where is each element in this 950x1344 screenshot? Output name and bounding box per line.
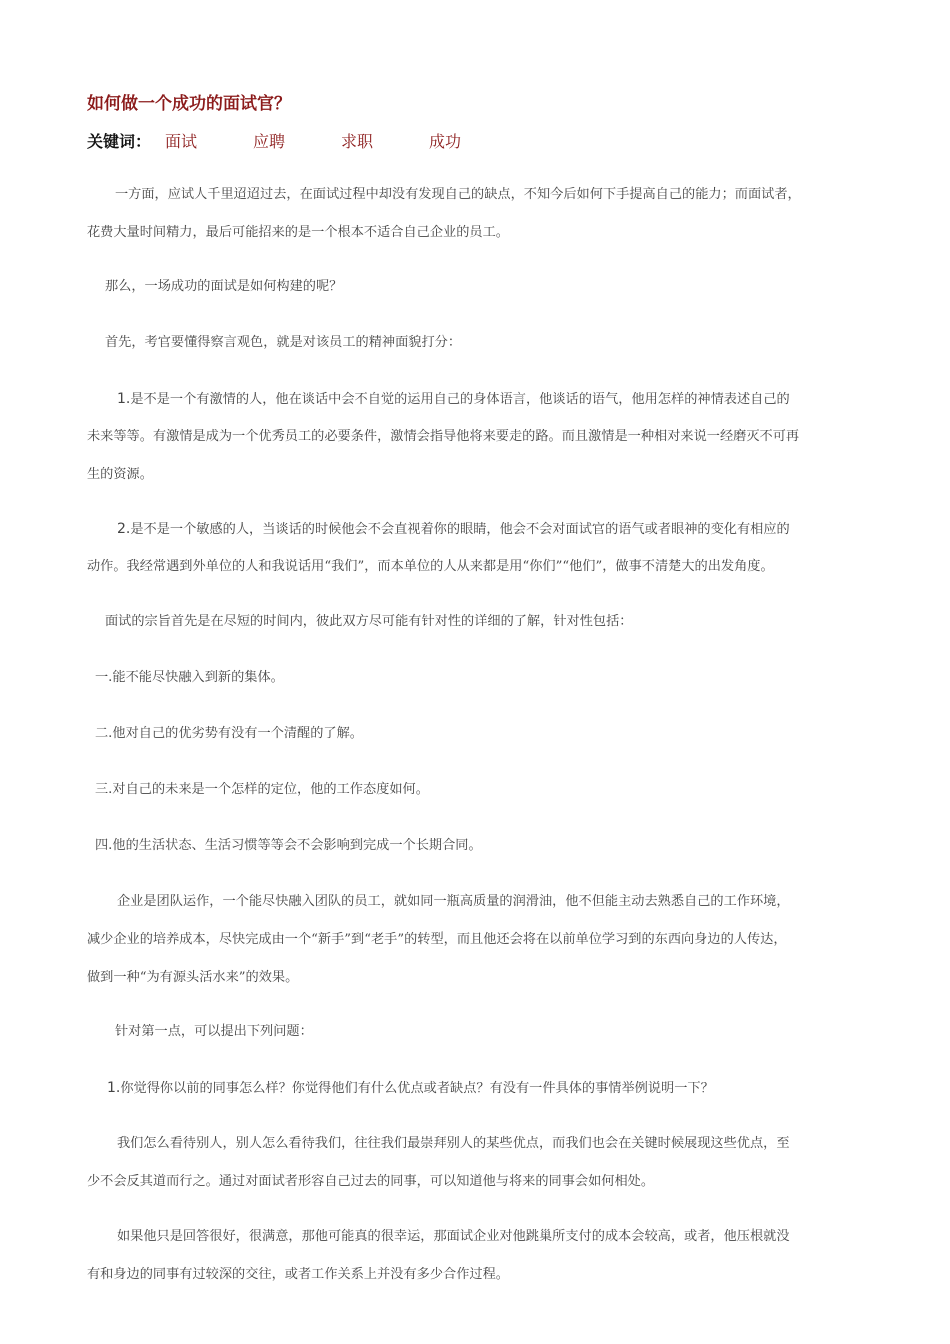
item-text: 是不是一个敏感的人，当谈话的时候他会不会直视着你的眼睛，他会不会对面试官的语气或者眼神的变化有相应的 <box>130 522 790 537</box>
keywords-line <box>87 129 517 152</box>
item-text: 你觉得你以前的同事怎么样？你觉得他们有什么优点或者缺点？有没有一件具体的事情举例说明一下？ <box>120 1081 714 1096</box>
paragraph-line: 面试的宗旨首先是在尽短的时间内，彼此双方尽可能有针对性的详细的了解，针对性包括： <box>105 614 633 629</box>
list-item <box>107 1069 714 1108</box>
paragraph-line: 做到一种“为有源头活水来”的效果。 <box>87 970 299 985</box>
paragraph-line: 首先，考官要懂得察言观色，就是对该员工的精神面貌打分： <box>105 335 462 350</box>
paragraph-line: 有和身边的同事有过较深的交往，或者工作关系上并没有多少合作过程。 <box>87 1267 509 1282</box>
paragraph-line: 我们怎么看待别人，别人怎么看待我们，往往我们最崇拜别人的某些优点，而我们也会在关键时候展现这些优点，至 <box>117 1136 790 1151</box>
item-number: 1. <box>117 391 131 407</box>
list-item <box>117 380 790 419</box>
paragraph-line: 针对第一点，可以提出下列问题： <box>115 1024 313 1039</box>
list-item: 四.他的生活状态、生活习惯等等会不会影响到完成一个长期合同。 <box>95 838 482 853</box>
list-item: 二.他对自己的优劣势有没有一个清醒的了解。 <box>95 726 363 741</box>
item-number: 1. <box>107 1080 121 1096</box>
keyword-link[interactable]: 面试 <box>165 132 198 151</box>
paragraph-line: 一方面，应试人千里迢迢过去，在面试过程中却没有发现自己的缺点，不知今后如何下手提高自己的能力；而面试者， <box>115 187 801 202</box>
keywords-label: 关键词： <box>87 132 152 151</box>
paragraph-line: 那么，一场成功的面试是如何构建的呢？ <box>105 279 343 294</box>
paragraph-line: 减少企业的培养成本，尽快完成由一个“新手”到“老手”的转型，而且他还会将在以前单位学习到的东西向身边的人传达， <box>87 932 787 947</box>
paragraph-line: 生的资源。 <box>87 467 153 482</box>
paragraph-line: 花费大量时间精力，最后可能招来的是一个根本不适合自己企业的员工。 <box>87 225 509 240</box>
keyword-link[interactable]: 应聘 <box>253 132 286 151</box>
list-item <box>117 510 790 549</box>
item-number: 2. <box>117 521 131 537</box>
paragraph-line: 未来等等。有激情是成为一个优秀员工的必要条件，激情会指导他将来要走的路。而且激情是一种相对来说一经磨灭不可再 <box>87 429 800 444</box>
paragraph-line: 如果他只是回答很好，很满意，那他可能真的很幸运，那面试企业对他跳巢所支付的成本会较高，或者，他压根就没 <box>117 1229 790 1244</box>
list-item: 一.能不能尽快融入到新的集体。 <box>95 670 284 685</box>
item-text: 是不是一个有激情的人，他在谈话中会不自觉的运用自己的身体语言，他谈话的语气，他用怎样的神情表述自己的 <box>130 392 790 407</box>
keyword-link[interactable]: 求职 <box>341 132 374 151</box>
page-title: 如何做一个成功的面试官？ <box>87 94 291 114</box>
paragraph-line: 企业是团队运作，一个能尽快融入团队的员工，就如同一瓶高质量的润滑油，他不但能主动去熟悉自己的工作环境， <box>117 894 790 909</box>
keyword-link[interactable]: 成功 <box>429 132 462 151</box>
paragraph-line: 少不会反其道而行之。通过对面试者形容自己过去的同事，可以知道他与将来的同事会如何相处。 <box>87 1174 655 1189</box>
list-item: 三.对自己的未来是一个怎样的定位，他的工作态度如何。 <box>95 782 429 797</box>
paragraph-line: 动作。我经常遇到外单位的人和我说话用“我们”，而本单位的人从来都是用“你们”“他们”，做事不清楚大的出发角度。 <box>87 559 774 574</box>
